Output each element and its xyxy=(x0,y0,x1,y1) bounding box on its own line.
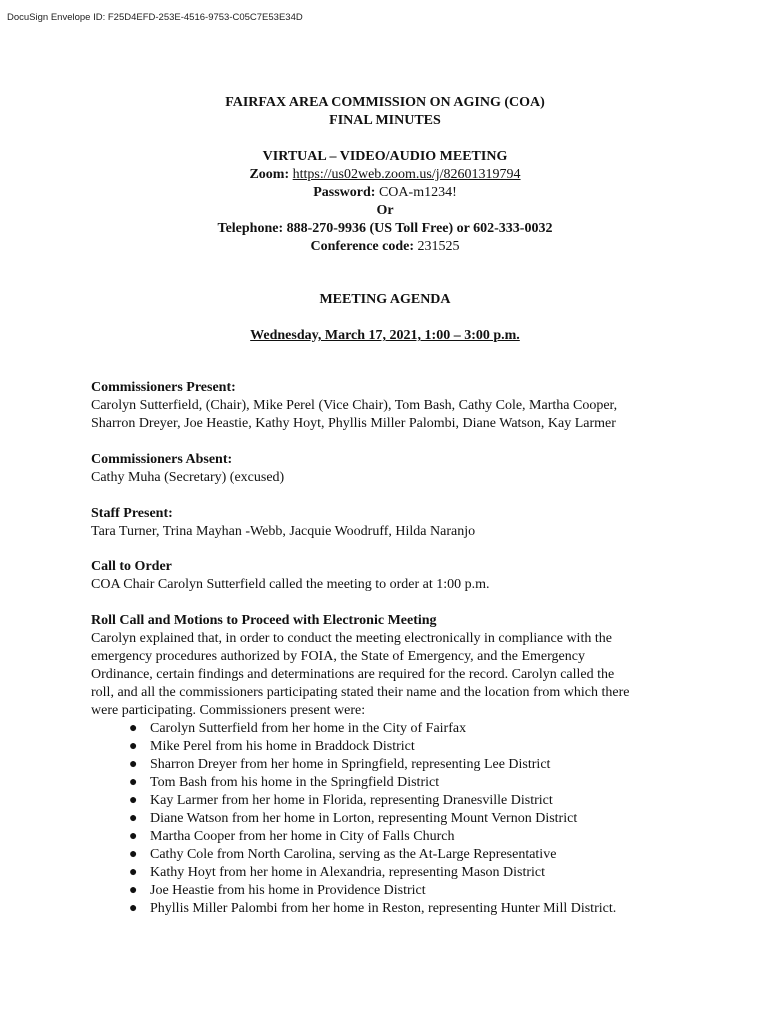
password-label: Password: xyxy=(313,185,376,200)
list-item-text: Tom Bash from his home in the Springfield District xyxy=(150,775,440,790)
roll-call-paragraph xyxy=(91,630,691,720)
paragraph-line: emergency procedures authorized by FOIA, the State of Emergency, and the Emergency xyxy=(91,649,585,664)
or-text: Or xyxy=(376,203,394,218)
list-item xyxy=(91,882,691,900)
bullet-icon: ● xyxy=(129,811,138,826)
list-item-text: Carolyn Sutterfield from her home in the City of Fairfax xyxy=(150,721,467,736)
list-item-text: Martha Cooper from her home in City of Falls Church xyxy=(150,829,455,844)
section-staff-present xyxy=(91,505,691,541)
section-title: Commissioners Absent: xyxy=(91,452,233,467)
password-line xyxy=(0,184,770,202)
section-title: Roll Call and Motions to Proceed with Electronic Meeting xyxy=(91,613,437,628)
list-item-text: Cathy Cole from North Carolina, serving as the At-Large Representative xyxy=(150,847,557,862)
list-item xyxy=(91,720,691,738)
section-title: Commissioners Present: xyxy=(91,380,236,395)
agenda-title: MEETING AGENDA xyxy=(319,292,451,307)
bullet-icon: ● xyxy=(129,901,138,916)
list-item-text: Joe Heastie from his home in Providence District xyxy=(150,883,426,898)
list-item-text: Phyllis Miller Palombi from her home in Reston, representing Hunter Mill District. xyxy=(150,901,617,916)
section-call-to-order xyxy=(91,558,691,594)
bullet-icon: ● xyxy=(129,793,138,808)
section-title: Staff Present: xyxy=(91,506,173,521)
meeting-access-block xyxy=(0,148,770,256)
bullet-icon: ● xyxy=(129,883,138,898)
conference-line xyxy=(0,238,770,256)
paragraph-line: Carolyn explained that, in order to conduct the meeting electronically in compliance with the xyxy=(91,631,612,646)
conference-label: Conference code: xyxy=(310,239,415,254)
list-item xyxy=(91,864,691,882)
list-item xyxy=(91,810,691,828)
conference-value: 231525 xyxy=(417,239,460,254)
list-item-text: Kay Larmer from her home in Florida, representing Dranesville District xyxy=(150,793,553,808)
meeting-type: VIRTUAL – VIDEO/AUDIO MEETING xyxy=(262,149,508,164)
list-item xyxy=(91,828,691,846)
section-commissioners-present xyxy=(91,379,691,433)
list-item xyxy=(91,756,691,774)
list-item-text: Diane Watson from her home in Lorton, representing Mount Vernon District xyxy=(150,811,578,826)
zoom-line xyxy=(0,166,770,184)
list-item xyxy=(91,900,691,918)
staff-line-1: Tara Turner, Trina Mayhan -Webb, Jacquie Woodruff, Hilda Naranjo xyxy=(91,524,476,539)
list-item-text: Mike Perel from his home in Braddock District xyxy=(150,739,415,754)
doc-title: FINAL MINUTES xyxy=(329,113,441,128)
section-title: Call to Order xyxy=(91,559,172,574)
call-to-order-line-1: COA Chair Carolyn Sutterfield called the meeting to order at 1:00 p.m. xyxy=(91,577,490,592)
zoom-link[interactable]: https://us02web.zoom.us/j/82601319794 xyxy=(292,167,521,182)
title-block xyxy=(0,94,770,130)
bullet-icon: ● xyxy=(129,739,138,754)
agenda-heading xyxy=(0,291,770,309)
list-item xyxy=(91,738,691,756)
paragraph-line: were participating. Commissioners present were: xyxy=(91,703,366,718)
section-commissioners-absent xyxy=(91,451,691,487)
list-item xyxy=(91,792,691,810)
section-roll-call xyxy=(91,612,691,918)
password-value: COA-m1234! xyxy=(378,185,457,200)
bullet-icon: ● xyxy=(129,865,138,880)
present-line-2: Sharron Dreyer, Joe Heastie, Kathy Hoyt, Phyllis Miller Palombi, Diane Watson, Kay Larmer xyxy=(91,416,616,431)
absent-line-1: Cathy Muha (Secretary) (excused) xyxy=(91,470,285,485)
list-item xyxy=(91,846,691,864)
agenda-date: Wednesday, March 17, 2021, 1:00 – 3:00 p.m. xyxy=(250,328,520,343)
bullet-icon: ● xyxy=(129,775,138,790)
bullet-icon: ● xyxy=(129,721,138,736)
list-item xyxy=(91,774,691,792)
present-line-1: Carolyn Sutterfield, (Chair), Mike Perel (Vice Chair), Tom Bash, Cathy Cole, Martha Cooper, xyxy=(91,398,618,413)
list-item-text: Kathy Hoyt from her home in Alexandria, representing Mason District xyxy=(150,865,546,880)
telephone-line: Telephone: 888-270-9936 (US Toll Free) or 602-333-0032 xyxy=(217,221,553,236)
bullet-icon: ● xyxy=(129,757,138,772)
zoom-label: Zoom: xyxy=(249,167,290,182)
list-item-text: Sharron Dreyer from her home in Springfield, representing Lee District xyxy=(150,757,551,772)
bullet-icon: ● xyxy=(129,847,138,862)
paragraph-line: roll, and all the commissioners participating stated their name and the location from which there xyxy=(91,685,630,700)
docusign-envelope-id: DocuSign Envelope ID: F25D4EFD-253E-4516-9753-C05C7E53E34D xyxy=(7,12,303,23)
org-title: FAIRFAX AREA COMMISSION ON AGING (COA) xyxy=(225,95,545,110)
agenda-date-block xyxy=(0,327,770,345)
commissioner-location-list xyxy=(91,720,691,918)
bullet-icon: ● xyxy=(129,829,138,844)
paragraph-line: Ordinance, certain findings and determinations are required for the record. Carolyn called the xyxy=(91,667,615,682)
